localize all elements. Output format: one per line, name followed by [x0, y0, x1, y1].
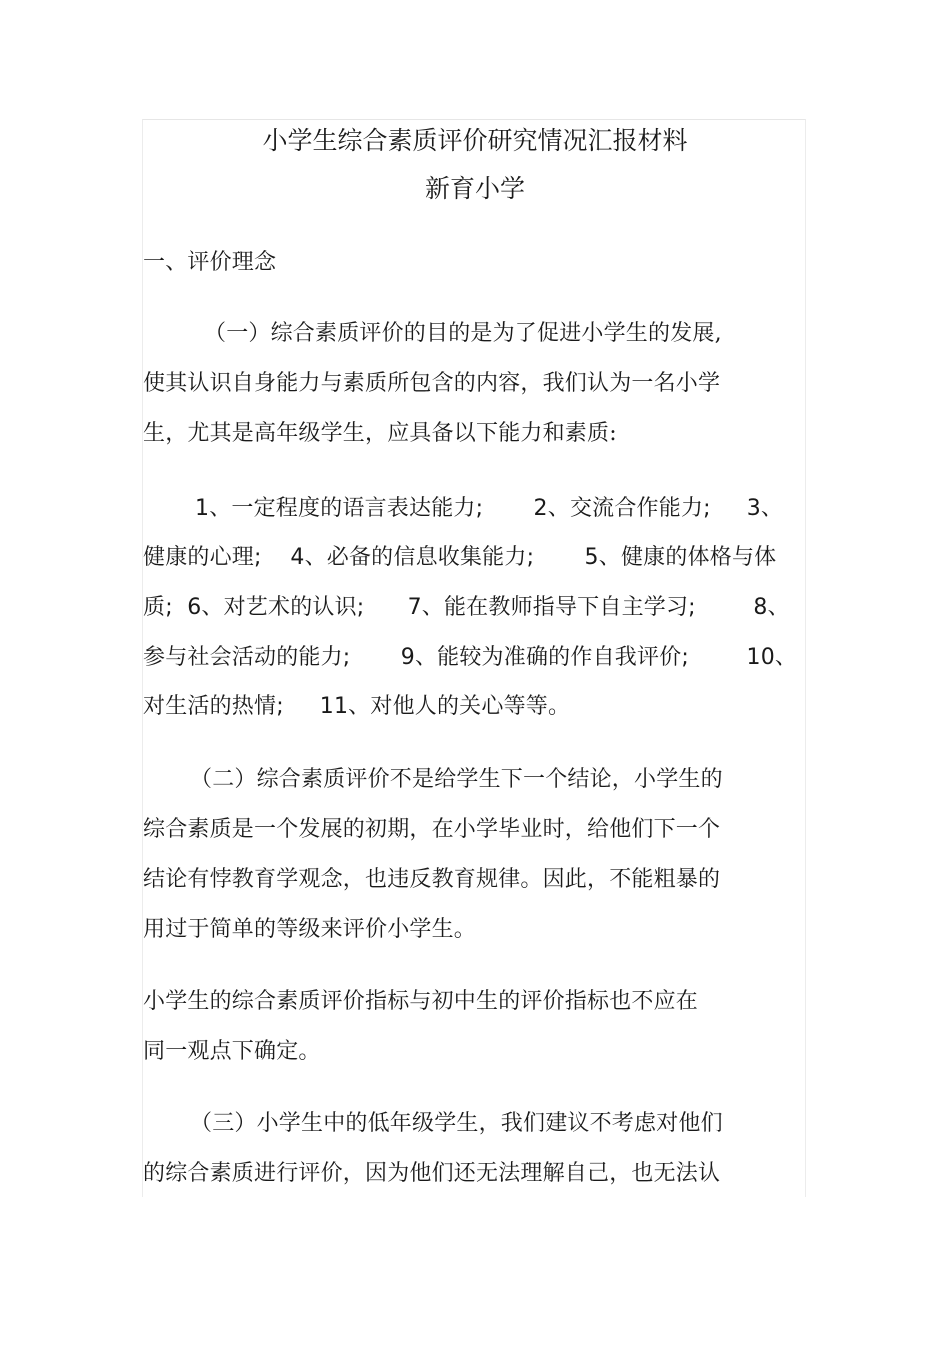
- paragraph-line: （三）小学生中的低年级学生，我们建议不考虑对他们: [190, 1111, 723, 1136]
- paragraph-line: （一）综合素质评价的目的是为了促进小学生的发展,: [204, 321, 722, 346]
- paragraph-line: 的综合素质进行评价，因为他们还无法理解自己，也无法认: [143, 1161, 721, 1186]
- paragraph-line: 使其认识自身能力与素质所包含的内容，我们认为一名小学: [143, 371, 721, 396]
- list-line: 健康的心理; 4、必备的信息收集能力; 5、健康的体格与体: [143, 545, 777, 570]
- list-line: 对生活的热情; 11、对他人的关心等等。: [143, 694, 571, 719]
- paragraph-line: （二）综合素质评价不是给学生下一个结论，小学生的: [190, 767, 723, 792]
- document-title: 小学生综合素质评价研究情况汇报材料: [262, 126, 688, 155]
- section-heading: 一、评价理念: [143, 250, 277, 275]
- paragraph-line: 生，尤其是高年级学生，应具备以下能力和素质:: [143, 421, 617, 446]
- school-name: 新育小学: [424, 174, 525, 203]
- paragraph-line: 结论有悖教育学观念，也违反教育规律。因此，不能粗暴的: [143, 867, 721, 892]
- list-line: 1、一定程度的语言表达能力; 2、交流合作能力; 3、: [195, 496, 784, 521]
- list-line: 质; 6、对艺术的认识; 7、能在教师指导下自主学习; 8、: [143, 595, 790, 620]
- paragraph-line: 小学生的综合素质评价指标与初中生的评价指标也不应在: [143, 989, 699, 1014]
- list-line: 参与社会活动的能力; 9、能较为准确的作自我评价; 10、: [143, 645, 798, 670]
- paragraph-line: 综合素质是一个发展的初期，在小学毕业时，给他们下一个: [143, 817, 721, 842]
- paragraph-line: 同一观点下确定。: [143, 1039, 321, 1064]
- paragraph-line: 用过于简单的等级来评价小学生。: [143, 917, 477, 942]
